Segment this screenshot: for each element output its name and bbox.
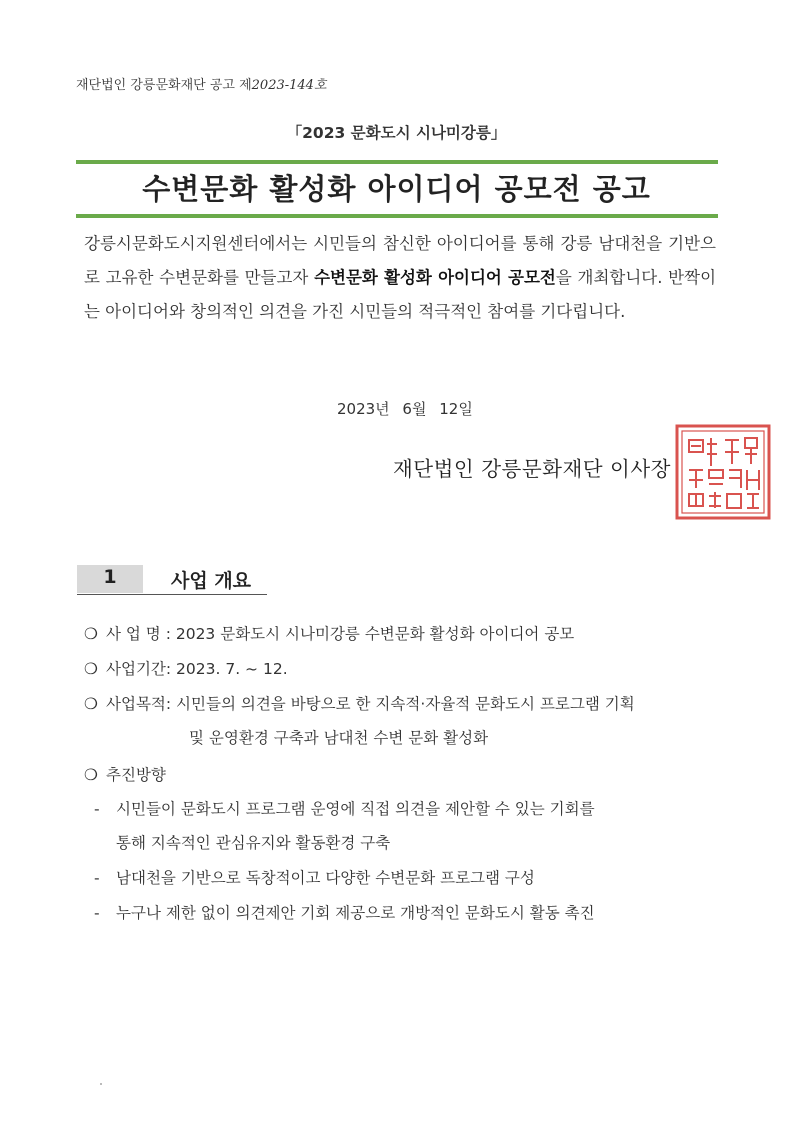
direction-subitem-text: 시민들이 문화도시 프로그램 운영에 직접 의견을 제안할 수 있는 기회를	[116, 800, 595, 818]
notice-prefix: 재단법인 강릉문화재단 공고 제	[76, 78, 252, 93]
direction-subitem	[94, 797, 595, 819]
overview-item-name	[84, 622, 574, 644]
section-1-header	[77, 563, 377, 595]
dash-bullet-icon: -	[94, 904, 100, 922]
overview-item-purpose	[84, 692, 635, 714]
section-underline	[77, 594, 267, 595]
dash-bullet-icon: -	[94, 800, 100, 818]
direction-subitem	[94, 901, 595, 923]
intro-part1: 강릉시문화도시지원센터에서는 시민들의 참신한 아이디어를 통해 강릉 남대천을 기반으로 고유한 수변문화를 만들고자	[84, 234, 716, 287]
overview-item-period	[84, 657, 288, 679]
direction-subitem	[94, 866, 535, 888]
circle-bullet-icon: ❍	[84, 766, 98, 784]
circle-bullet-icon: ❍	[84, 695, 98, 713]
overview-item-text: 사 업 명 : 2023 문화도시 시나미강릉 수변문화 활성화 아이디어 공모	[106, 625, 575, 643]
overview-item-direction	[84, 763, 166, 785]
title-bottom-rule	[76, 214, 718, 218]
circle-bullet-icon: ❍	[84, 625, 98, 643]
document-title: 수변문화 활성화 아이디어 공모전 공고	[142, 172, 651, 206]
direction-subitem-continuation: 통해 지속적인 관심유지와 활동환경 구축	[116, 834, 391, 852]
direction-subitem-text: 남대천을 기반으로 독창적이고 다양한 수변문화 프로그램 구성	[116, 869, 535, 887]
intro-part2: 을 개최합니다. 반짝이는 아이디어와 창의적인 의견을 가진 시민들의 적극적인 참여를 기다립니다.	[84, 268, 717, 321]
direction-subitem-text: 누구나 제한 없이 의견제안 기회 제공으로 개방적인 문화도시 활동 촉진	[116, 904, 595, 922]
overview-item-text: 추진방향	[106, 766, 166, 784]
overview-item-purpose-continuation: 및 운영환경 구축과 남대천 수변 문화 활성화	[189, 729, 489, 747]
intro-bold: 수변문화 활성화 아이디어 공모전	[314, 268, 556, 287]
official-seal-stamp	[671, 420, 775, 524]
overview-item-text: 사업목적: 시민들의 의견을 바탕으로 한 지속적·자율적 문화도시 프로그램 기획	[106, 695, 635, 713]
scan-dot	[100, 1083, 102, 1085]
notice-handwritten-number: 2023-144호	[251, 78, 327, 93]
overview-item-text: 사업기간: 2023. 7. ~ 12.	[106, 660, 288, 678]
title-top-rule	[76, 160, 718, 164]
announcement-date: 2023년 6월 12일	[337, 400, 473, 418]
section-number: 1	[103, 566, 117, 588]
document-subtitle: 「2023 문화도시 시나미강릉」	[286, 124, 507, 142]
dash-bullet-icon: -	[94, 869, 100, 887]
circle-bullet-icon: ❍	[84, 660, 98, 678]
intro-paragraph	[84, 227, 716, 329]
notice-number	[76, 74, 327, 93]
section-title: 사업 개요	[171, 570, 252, 592]
signature-line: 재단법인 강릉문화재단 이사장	[393, 457, 671, 481]
